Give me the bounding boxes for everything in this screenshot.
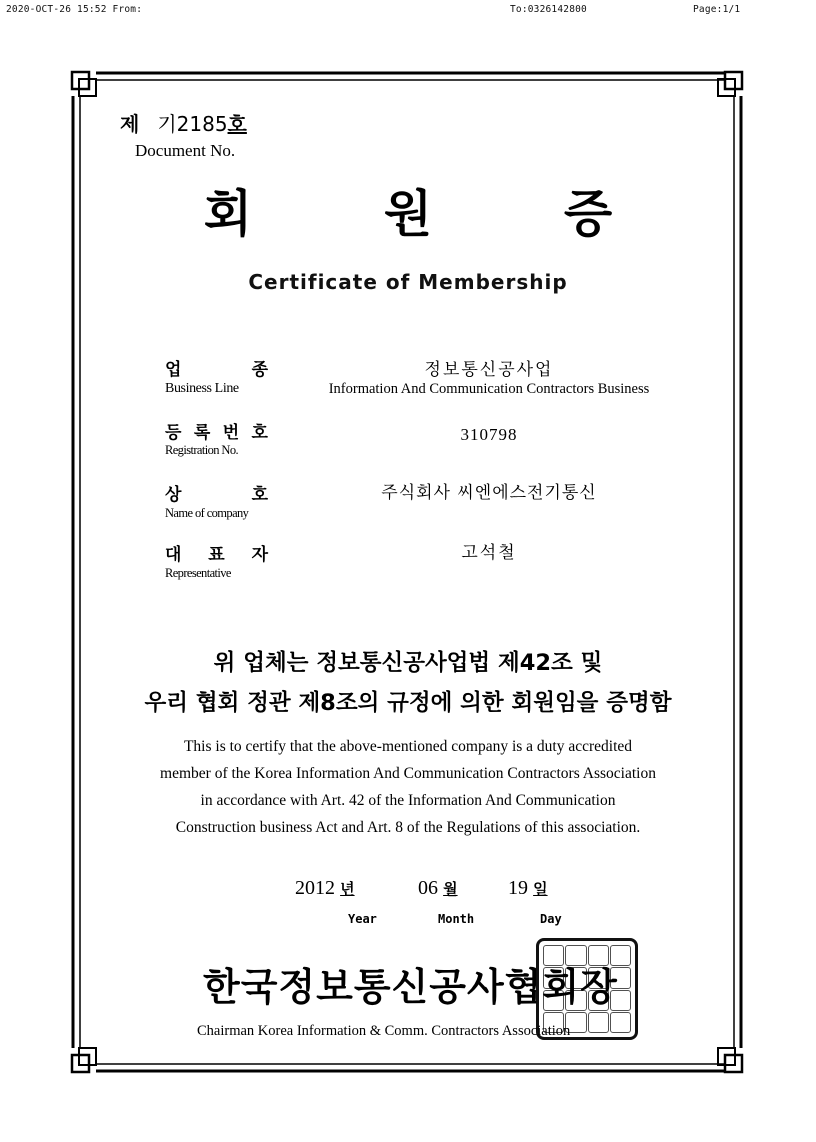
issuer-name-en: Chairman Korea Information & Comm. Contractors Association: [197, 1023, 571, 1039]
label-char: 종: [251, 360, 268, 380]
date-month: [418, 877, 458, 900]
date-day-label: Day: [540, 912, 562, 926]
document-number: [120, 108, 247, 137]
field-label-representative-ko: [165, 540, 268, 565]
fax-datetime-from: 2020-OCT-26 15:52 From:: [6, 4, 143, 15]
label-char: 표: [208, 545, 225, 565]
document-number-value: 기2185: [157, 112, 228, 136]
fax-page-count: Page:1/1: [693, 4, 741, 15]
certificate-title-en: Certificate of Membership: [248, 270, 568, 294]
statement-ko-line-2: 우리 협회 정관 제8조의 규정에 의한 회원임을 증명함: [144, 690, 672, 716]
field-label-registration-ko: [165, 418, 268, 443]
label-char: 번: [222, 423, 240, 443]
date-day-unit: 일: [533, 880, 548, 898]
date-year-value: 2012: [295, 877, 335, 899]
statement-en-line-2: member of the Korea Information And Communication Contractors Association: [160, 765, 656, 782]
field-label-company-en: Name of company: [165, 506, 249, 520]
statement-en-line-1: This is to certify that the above-mentioned company is a duty accredited: [183, 738, 633, 755]
field-value-business-line-en: Information And Communication Contractors Business: [328, 381, 650, 397]
field-value-business-line-ko: 정보통신공사업: [424, 360, 554, 380]
certificate-title-ko: [0, 184, 816, 244]
title-char: 원: [383, 185, 433, 243]
field-value-company-name: 주식회사 씨엔에스전기통신: [381, 483, 597, 503]
date-day: [508, 877, 548, 900]
field-label-business-line-en: Business Line: [165, 381, 239, 396]
document-number-suffix: 호: [227, 112, 247, 136]
label-char: 등: [165, 423, 182, 443]
label-char: 업: [165, 360, 182, 380]
label-char: 상: [165, 485, 182, 505]
field-label-representative-en: Representative: [165, 566, 231, 580]
label-char: 호: [251, 485, 268, 505]
statement-ko-line-1: 위 업체는 정보통신공사업법 제42조 및: [213, 650, 603, 676]
field-label-business-line-ko: [165, 355, 268, 380]
field-label-company-ko: [165, 480, 268, 505]
date-month-label: Month: [438, 912, 475, 926]
date-day-value: 19: [508, 877, 528, 899]
document-number-prefix: 제: [120, 112, 140, 136]
statement-en-line-3: in accordance with Art. 42 of the Information And Communication: [200, 792, 616, 809]
date-year: [295, 877, 355, 900]
field-value-representative: 고석철: [461, 543, 517, 563]
date-year-unit: 년: [340, 880, 355, 898]
label-char: 자: [251, 545, 268, 565]
date-month-unit: 월: [443, 880, 458, 898]
title-char: 회: [203, 185, 253, 243]
issuer-name-ko: 한국정보통신공사협회장: [203, 965, 618, 1009]
document-number-label: Document No.: [135, 141, 236, 160]
label-char: 호: [251, 423, 268, 443]
statement-en-line-4: Construction business Act and Art. 8 of the Regulations of this association.: [175, 819, 641, 836]
corner-knot-icon: [72, 72, 89, 89]
field-value-registration-number: 310798: [460, 425, 518, 444]
label-char: 대: [165, 545, 182, 565]
label-char: 록: [193, 423, 211, 443]
fax-to-number: To:0326142800: [510, 4, 587, 15]
title-char: 증: [563, 185, 613, 243]
date-year-label: Year: [348, 912, 377, 926]
date-month-value: 06: [418, 877, 438, 899]
field-label-registration-en: Registration No.: [165, 443, 239, 457]
